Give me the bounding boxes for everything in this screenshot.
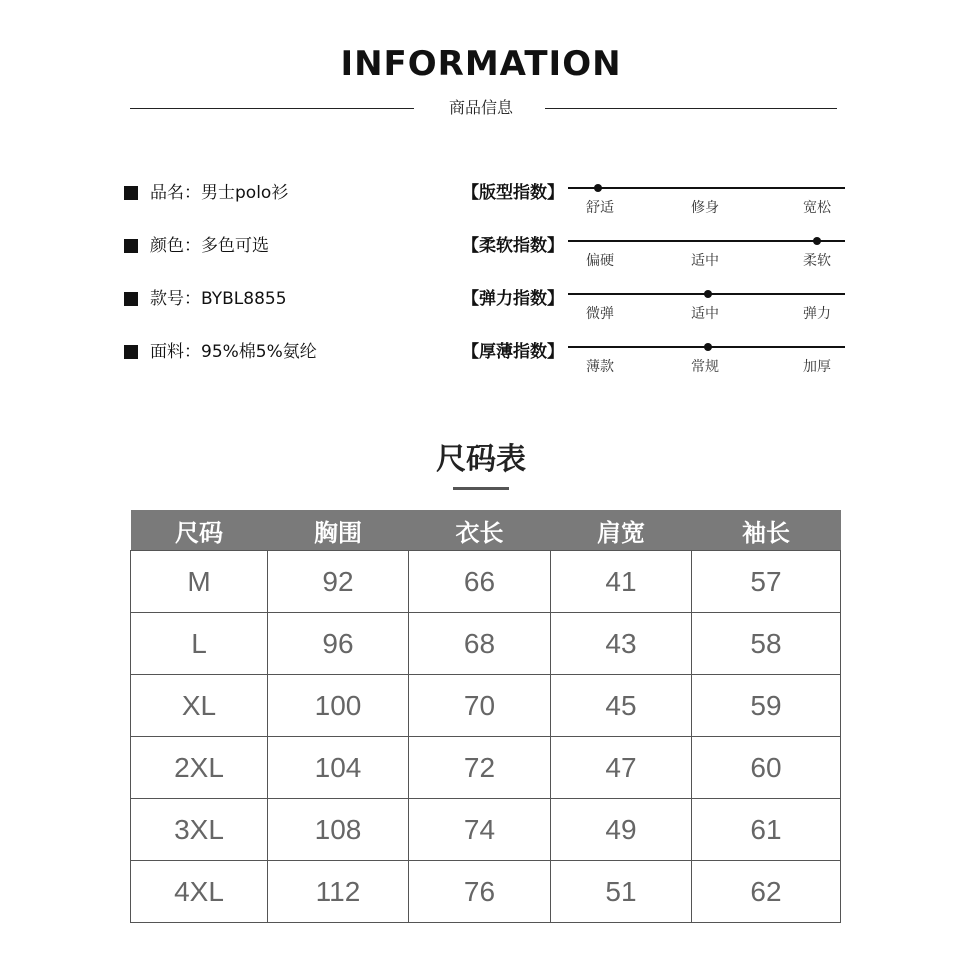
attribute-text: 款号：BYBL8855 xyxy=(150,289,287,309)
attribute-text: 品名：男士polo衫 xyxy=(150,183,289,203)
table-cell: 60 xyxy=(692,737,841,799)
index-tick-label: 薄款 xyxy=(586,359,614,375)
table-row xyxy=(131,613,841,675)
page-title: INFORMATION xyxy=(340,44,622,84)
attribute-text: 面料：95%棉5%氨纶 xyxy=(150,342,317,362)
product-attributes xyxy=(124,180,444,392)
index-tick-label: 适中 xyxy=(691,306,719,322)
table-cell: 108 xyxy=(268,799,409,861)
table-row xyxy=(131,737,841,799)
index-marker-dot xyxy=(704,290,712,298)
index-tick-label: 宽松 xyxy=(803,200,831,216)
table-cell: 41 xyxy=(551,551,692,613)
index-scale xyxy=(462,339,852,392)
index-marker-dot xyxy=(813,237,821,245)
index-tick-label: 修身 xyxy=(691,200,719,216)
attribute-item xyxy=(124,180,444,233)
table-cell: 4XL xyxy=(131,861,268,923)
table-cell: 72 xyxy=(409,737,551,799)
index-label: 【柔软指数】 xyxy=(462,236,564,256)
table-cell: 92 xyxy=(268,551,409,613)
table-row xyxy=(131,551,841,613)
table-cell: 49 xyxy=(551,799,692,861)
table-cell: XL xyxy=(131,675,268,737)
table-cell: 104 xyxy=(268,737,409,799)
index-tick-label: 常规 xyxy=(691,359,719,375)
index-scale xyxy=(462,286,852,339)
table-cell: 66 xyxy=(409,551,551,613)
column-header: 尺码 xyxy=(131,510,268,551)
table-cell: L xyxy=(131,613,268,675)
table-cell: 62 xyxy=(692,861,841,923)
index-marker-dot xyxy=(704,343,712,351)
table-cell: 74 xyxy=(409,799,551,861)
column-header: 衣长 xyxy=(409,510,551,551)
size-chart-title: 尺码表 xyxy=(436,442,526,477)
table-cell: 2XL xyxy=(131,737,268,799)
column-header: 肩宽 xyxy=(551,510,692,551)
bullet-square-icon xyxy=(124,239,138,253)
table-cell: 59 xyxy=(692,675,841,737)
table-cell: 112 xyxy=(268,861,409,923)
title-underline xyxy=(453,487,509,490)
table-cell: 3XL xyxy=(131,799,268,861)
divider-right xyxy=(545,108,837,109)
table-cell: 57 xyxy=(692,551,841,613)
table-cell: 70 xyxy=(409,675,551,737)
table-row xyxy=(131,799,841,861)
index-tick-label: 适中 xyxy=(691,253,719,269)
table-cell: 58 xyxy=(692,613,841,675)
attribute-item xyxy=(124,339,444,392)
page-subtitle: 商品信息 xyxy=(448,98,513,117)
index-scale xyxy=(462,233,852,286)
bullet-square-icon xyxy=(124,186,138,200)
index-marker-dot xyxy=(594,184,602,192)
index-tick-label: 加厚 xyxy=(803,359,831,375)
table-cell: 51 xyxy=(551,861,692,923)
table-cell: 68 xyxy=(409,613,551,675)
index-track xyxy=(568,187,845,189)
table-header-row xyxy=(131,510,841,551)
attribute-text: 颜色：多色可选 xyxy=(150,236,269,256)
index-label: 【厚薄指数】 xyxy=(462,342,564,362)
table-row xyxy=(131,861,841,923)
bullet-square-icon xyxy=(124,292,138,306)
column-header: 胸围 xyxy=(268,510,409,551)
table-cell: 61 xyxy=(692,799,841,861)
index-tick-label: 弹力 xyxy=(803,306,831,322)
table-cell: 47 xyxy=(551,737,692,799)
table-row xyxy=(131,675,841,737)
table-cell: 45 xyxy=(551,675,692,737)
index-track xyxy=(568,240,845,242)
attribute-item xyxy=(124,286,444,339)
index-label: 【版型指数】 xyxy=(462,183,564,203)
column-header: 袖长 xyxy=(692,510,841,551)
attribute-item xyxy=(124,233,444,286)
index-tick-label: 偏硬 xyxy=(586,253,614,269)
bullet-square-icon xyxy=(124,345,138,359)
table-cell: M xyxy=(131,551,268,613)
table-cell: 43 xyxy=(551,613,692,675)
size-table xyxy=(130,510,841,923)
index-tick-label: 舒适 xyxy=(586,200,614,216)
index-tick-label: 柔软 xyxy=(803,253,831,269)
index-label: 【弹力指数】 xyxy=(462,289,564,309)
table-cell: 76 xyxy=(409,861,551,923)
table-cell: 96 xyxy=(268,613,409,675)
index-tick-label: 微弹 xyxy=(586,306,614,322)
table-cell: 100 xyxy=(268,675,409,737)
index-scale xyxy=(462,180,852,233)
